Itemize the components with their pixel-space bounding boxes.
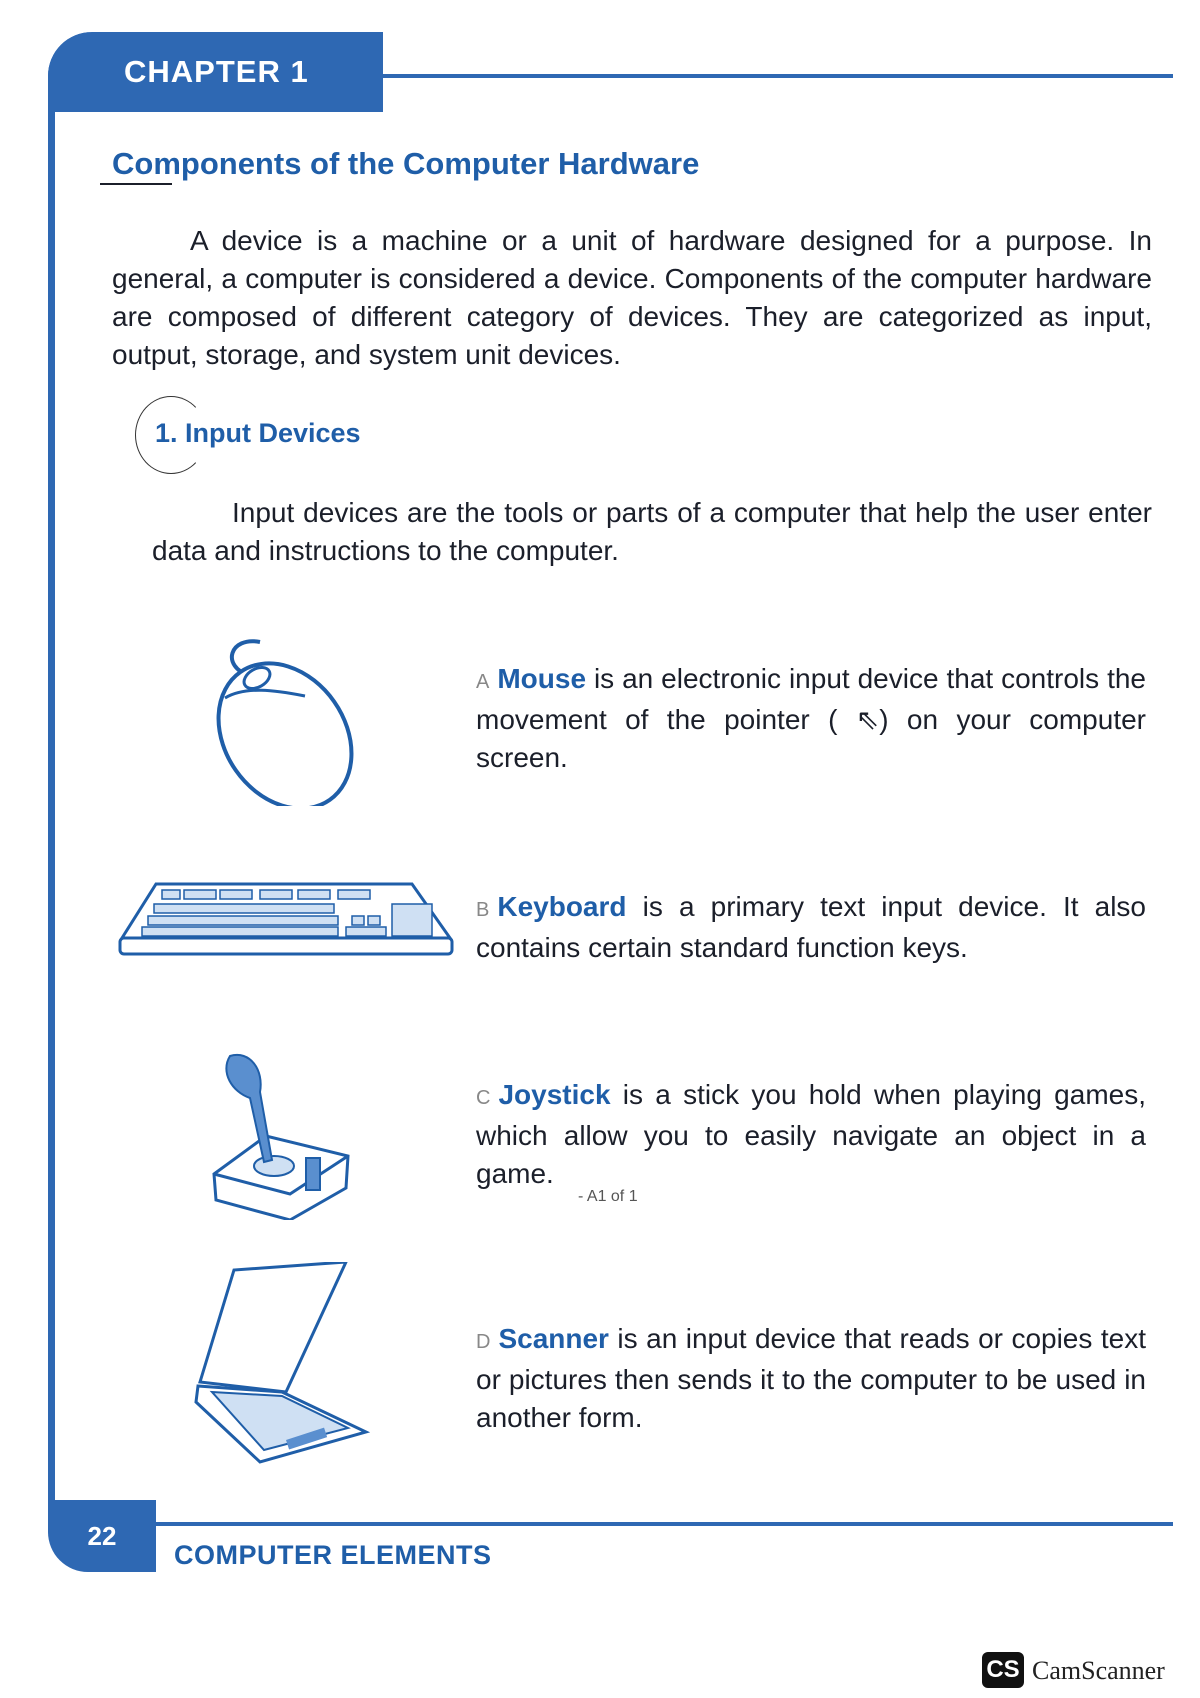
intro-text: A device is a machine or a unit of hardware designed for a purpose. In general, a computer is considered a device. Components of the computer hardware are composed of different category of devices. They are categorized as input, output, storage, and system unit devices.	[112, 225, 1152, 370]
mouse-item	[476, 660, 1146, 777]
section-title: Components of the Computer Hardware	[112, 146, 700, 181]
book-title: COMPUTER ELEMENTS	[174, 1540, 492, 1570]
mouse-icon	[200, 636, 370, 806]
chapter-tab	[48, 32, 383, 112]
joystick-term: Joystick	[498, 1079, 611, 1110]
joystick-item	[476, 1076, 1146, 1193]
camscanner-badge: CS	[986, 1656, 1020, 1683]
scanner-item	[476, 1320, 1146, 1437]
scanner-icon	[190, 1262, 370, 1468]
chapter-label: CHAPTER 1	[124, 54, 309, 89]
scanner-term: Scanner	[498, 1323, 609, 1354]
keyboard-mark: B	[476, 899, 490, 921]
keyboard-item	[476, 888, 1146, 967]
top-rule	[383, 74, 1173, 78]
camscanner-logo	[982, 1652, 1024, 1688]
page-number: 22	[87, 1520, 117, 1551]
joystick-icon	[206, 1052, 356, 1220]
bottom-rule	[156, 1522, 1173, 1526]
input-devices-description	[152, 494, 1152, 570]
scanner-text: is an input device that reads or copies text or pictures then sends it to the computer to be used in another form.	[476, 1323, 1146, 1433]
mouse-mark: A	[476, 671, 490, 693]
scanner-mark: D	[476, 1331, 491, 1353]
keyboard-term: Keyboard	[497, 891, 627, 922]
keyboard-icon	[116, 876, 456, 958]
camscanner-watermark: CamScanner	[1032, 1656, 1165, 1685]
page-number-tab	[48, 1500, 156, 1572]
title-underline	[100, 183, 172, 185]
mouse-term: Mouse	[497, 663, 587, 694]
intro-paragraph	[112, 222, 1152, 374]
joystick-mark: C	[476, 1087, 491, 1109]
keyboard-text: is a primary text input device. It also contains certain standard function keys.	[476, 891, 1146, 963]
mouse-text: is an electronic input device that controls the movement of the pointer ( ⇖) on your computer screen.	[476, 663, 1146, 773]
input-devices-heading: 1. Input Devices	[155, 418, 361, 448]
handwritten-note: - A1 of 1	[578, 1188, 638, 1205]
joystick-text: is a stick you hold when playing games, which allow you to easily navigate an object in a game.	[476, 1079, 1146, 1189]
input-devices-text: Input devices are the tools or parts of a computer that help the user enter data and instructions to the computer.	[152, 497, 1152, 566]
